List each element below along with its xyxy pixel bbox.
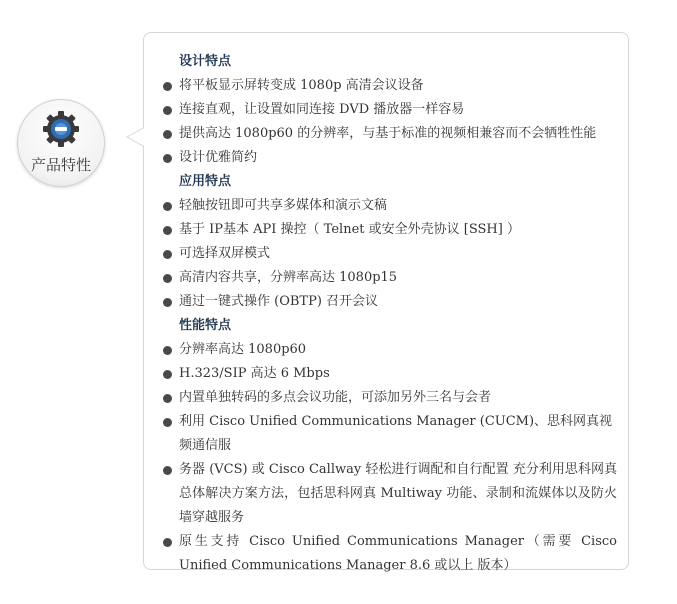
list-item: 轻触按钮即可共享多媒体和演示文稿 xyxy=(162,194,617,218)
gear-icon xyxy=(42,110,80,148)
badge-label: 产品特性 xyxy=(30,156,91,174)
list-item: 内置单独转码的多点会议功能，可添加另外三名与会者 xyxy=(162,386,617,410)
list-item: H.323/SIP 高达 6 Mbps xyxy=(162,362,617,386)
section-heading-performance: 性能特点 xyxy=(179,318,232,333)
list-item: 利用 Cisco Unified Communications Manager (CUCM)、思科网真视频通信服 xyxy=(162,410,617,458)
list-item: 分辨率高达 1080p60 xyxy=(162,338,617,362)
list-item: 将平板显示屏转变成 1080p 高清会议设备 xyxy=(162,74,617,98)
feature-list xyxy=(162,50,617,578)
list-item: 连接直观，让设置如同连接 DVD 播放器一样容易 xyxy=(162,98,617,122)
list-item: 提供高达 1080p60 的分辨率，与基于标准的视频相兼容而不会牺牲性能 xyxy=(162,122,617,146)
list-item: 高清内容共享，分辨率高达 1080p15 xyxy=(162,266,617,290)
product-features-badge xyxy=(17,99,105,187)
top-title-fragment xyxy=(238,0,418,4)
card-pointer-fill xyxy=(128,128,144,146)
list-item: 可选择双屏模式 xyxy=(162,242,617,266)
section-heading-application: 应用特点 xyxy=(179,174,232,189)
list-item: 务器 (VCS) 或 Cisco Callway 轻松进行调配和自行配置 充分利用思科网真总体解决方案方法，包括思科网真 Multiway 功能、录制和流媒体以及防火墙穿越服务 xyxy=(162,458,617,530)
list-item: 通过一键式操作 (OBTP) 召开会议 xyxy=(162,290,617,314)
list-item: 设计优雅简约 xyxy=(162,146,617,170)
list-item: 基于 IP基本 API 操控（ Telnet 或安全外壳协议 [SSH] ） xyxy=(162,218,617,242)
section-heading-design: 设计特点 xyxy=(179,54,232,69)
list-item: 原生支持 Cisco Unified Communications Manager（需要 Cisco Unified Communications Manager 8.6 或以上 版本） xyxy=(162,530,617,578)
